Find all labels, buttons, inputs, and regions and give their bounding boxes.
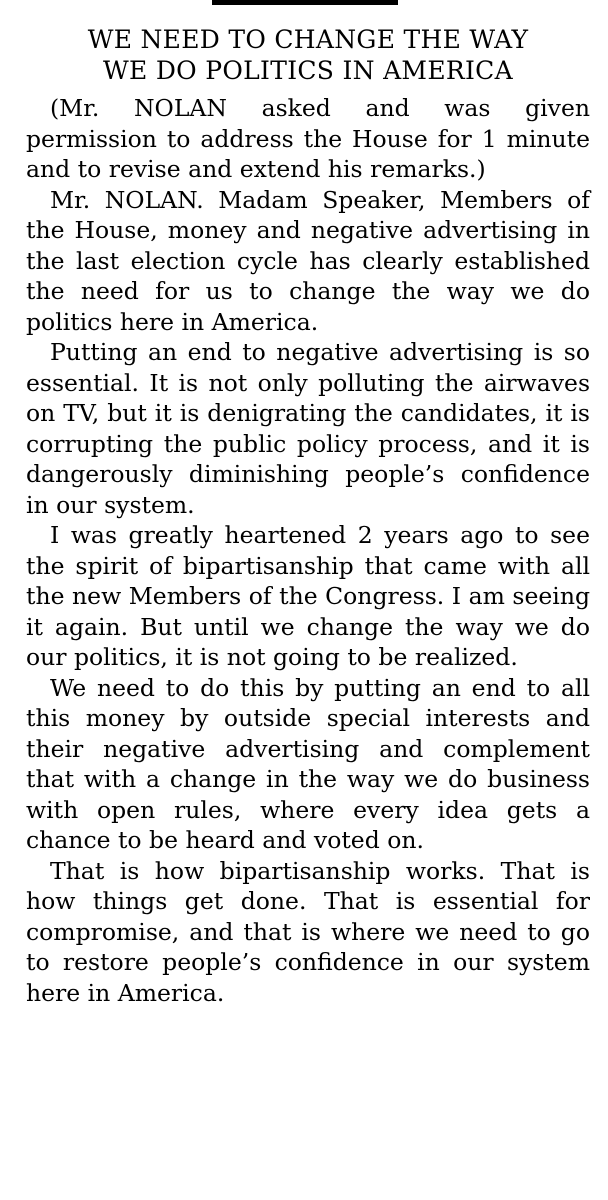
paragraph-permission-note: (Mr. NOLAN asked and was given permission to address the House for 1 minute and to revise and extend his remarks.) [26, 94, 590, 183]
top-divider-rule [212, 0, 398, 5]
paragraph-bipartisanship: I was greatly heartened 2 years ago to see the spirit of bipartisanship that came with all the new Members of the Congress. I am seeing it again. But until we change the way we do our politics, it is not going to be realized. [26, 521, 590, 671]
paragraph-negative-advertising: Putting an end to negative advertising is so essential. It is not only polluting the airwaves on TV, but it is denigrating the candidates, it is corrupting the public policy process, and it is dangerously diminishing people’s confidence in our system. [26, 338, 590, 519]
headline-line-2: WE DO POLITICS IN AMERICA [103, 56, 513, 85]
paragraph-opening: Mr. NOLAN. Madam Speaker, Members of the House, money and negative advertising in the last election cycle has clearly established the need for us to change the way we do politics here in America. [26, 185, 590, 336]
congressional-record-article [26, 24, 590, 1008]
headline-line-1: WE NEED TO CHANGE THE WAY [87, 25, 529, 54]
article-headline [26, 24, 590, 86]
paragraph-conclusion: That is how bipartisanship works. That is how things get done. That is essential for compromise, and that is where we need to go to restore people’s confidence in our system here in America. [26, 856, 590, 1007]
paragraph-special-interests: We need to do this by putting an end to all this money by outside special interests and their negative advertising and complement that with a change in the way we do business with open rules, where every idea gets a chance to be heard and voted on. [26, 673, 590, 854]
